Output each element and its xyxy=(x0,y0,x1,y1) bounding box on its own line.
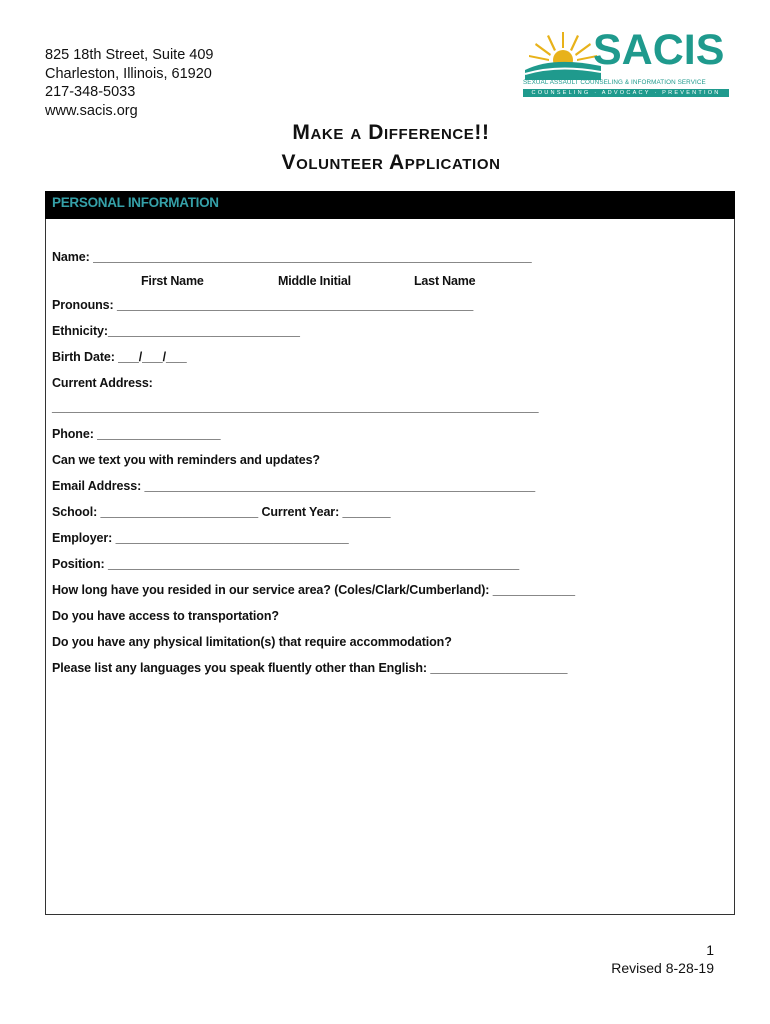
transportation-question: Do you have access to transportation? xyxy=(52,609,279,623)
logo-wordmark: SACIS xyxy=(593,26,725,74)
title-line-2: Volunteer Application xyxy=(281,151,501,174)
employer-field[interactable]: Employer: __________________________________ xyxy=(52,531,349,545)
section-header: PERSONAL INFORMATION xyxy=(52,195,219,210)
sacis-logo xyxy=(523,26,733,102)
address-line-field[interactable]: _______________________________________________________________________ xyxy=(52,400,539,414)
birth-date-field[interactable]: Birth Date: ___/___/___ xyxy=(52,350,187,364)
limitations-question: Do you have any physical limitation(s) that require accommodation? xyxy=(52,635,452,649)
name-field[interactable]: Name: ________________________________________________________________ xyxy=(52,250,532,264)
revision-date: Revised 8-28-19 xyxy=(611,960,714,976)
contact-block xyxy=(45,46,214,120)
last-name-label: Last Name xyxy=(414,274,476,288)
phone-field[interactable]: Phone: __________________ xyxy=(52,427,221,441)
email-field[interactable]: Email Address: _________________________________________________________ xyxy=(52,479,536,493)
section-header-bar xyxy=(45,191,735,219)
logo-subtitle: SEXUAL ASSAULT COUNSELING & INFORMATION SERVICE xyxy=(523,79,706,86)
logo-tagline: COUNSELING · ADVOCACY · PREVENTION xyxy=(523,89,729,97)
sun-logo-icon xyxy=(523,26,603,80)
website: www.sacis.org xyxy=(45,102,138,119)
position-field[interactable]: Position: ____________________________________________________________ xyxy=(52,557,520,571)
street-address: 825 18th Street, Suite 409 xyxy=(45,47,214,63)
ethnicity-field[interactable]: Ethnicity:____________________________ xyxy=(52,324,300,338)
languages-field[interactable]: Please list any languages you speak fluently other than English: ____________________ xyxy=(52,661,568,675)
title-line-1: Make a Difference!! xyxy=(292,121,490,144)
residence-duration-field[interactable]: How long have you resided in our service area? (Coles/Clark/Cumberland): ____________ xyxy=(52,583,575,597)
school-year-field[interactable]: School: _______________________ Current Year: _______ xyxy=(52,505,391,519)
phone-number: 217-348-5033 xyxy=(45,84,136,101)
middle-initial-label: Middle Initial xyxy=(278,274,351,288)
city-state-zip: Charleston, Illinois, 61920 xyxy=(45,65,212,82)
current-address-label: Current Address: xyxy=(52,376,153,390)
page-number: 1 xyxy=(706,942,714,958)
pronouns-field[interactable]: Pronouns: ____________________________________________________ xyxy=(52,298,474,312)
text-reminders-question: Can we text you with reminders and updates? xyxy=(52,453,320,467)
first-name-label: First Name xyxy=(141,274,204,288)
